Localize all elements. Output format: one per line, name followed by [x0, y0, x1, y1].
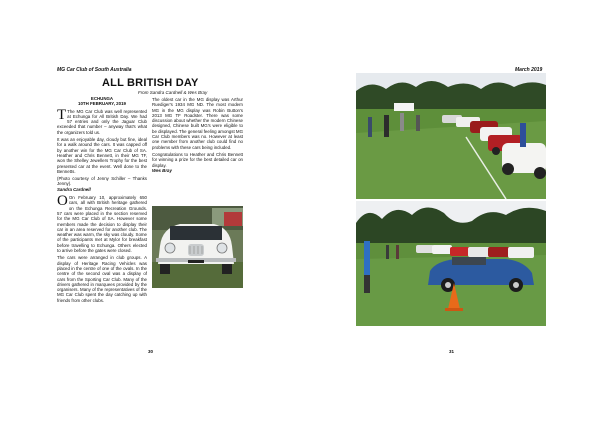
- club-header: MG Car Club of South Australia: [57, 67, 132, 73]
- left-column: [57, 96, 147, 305]
- section-heading: ECHUNGA: [90, 96, 114, 101]
- paragraph: The cars were arranged in club groups. A display of Heritage Racing Vehicles was placed in the centre of one of the ovals. In the centre of the second oval was a display of cars from the Sporting Car Club. Many of the drivers gathered in marquees provided by the organisers. Many of the representatives of the MG Car Club spent the day catching up with friends from other clubs.: [57, 255, 147, 303]
- photo-car-display-row: [356, 73, 546, 199]
- paragraph: [57, 195, 147, 253]
- photo-blue-mg-display: [356, 201, 546, 326]
- paragraph-text: On February 10, approximately 650 cars, all with British heritage gathered on the Echunga Recreation Grounds. 57 cars were placed in the section reserved for the MG Car Club of SA. However some members made the decision to display their car in an area reserved for another club. The weather was warm, the sky was cloudy. Some of the participants met at Mylor for breakfast before travelling to Echunga. Others elected to arrive before the gates were closed.: [57, 195, 147, 254]
- page-number: 30: [148, 349, 154, 354]
- author-signature: Wes Bray: [152, 167, 172, 173]
- article-title: ALL BRITISH DAY: [102, 77, 199, 89]
- author-signature: Sandra Cardnell: [57, 186, 91, 192]
- article-byline: From Sandra Cardnell & Wes Bray: [138, 90, 208, 95]
- paragraph: The oldest car in the MG display was Arthur Ruediger's 1934 MG ND. The most modern MG in the MG display was Robin Button's 2013 MG TF Roadster. There was some discussion about whether the modern Chinese designed, Chinese built MG's were eligible to be displayed. The general feeling amongst MG Car Club members was no. However at least one member from another club could find no problems with these cars being included.: [152, 97, 243, 150]
- drop-cap: T: [57, 106, 67, 123]
- paragraph: [57, 106, 147, 135]
- drop-cap: O: [57, 193, 68, 210]
- date-heading: 10TH FEBRUARY, 2019: [78, 101, 126, 107]
- paragraph-text: The MG Car Club was well represented at Echunga for All British Day. We had 57 entries and only the Jaguar Club exceeded that number – anyway that's what the organizers told us.: [57, 108, 147, 135]
- right-column: [152, 97, 243, 175]
- paragraph: Congratulations to Heather and Chris Bennett for winning a prize for the best detailed car on display.: [152, 151, 243, 168]
- issue-date-header: March 2019: [515, 67, 543, 73]
- page-number: 31: [449, 349, 455, 354]
- paragraph: It was an enjoyable day, cloudy but fine, ideal for a walk around the cars. It was capped off by another win for the MG Car Club of SA. Heather and Chris Bennett, in their MG TF, won the Shelley Jewellers Trophy for the best presented car at the event. Well done to the Bennetts.: [57, 137, 147, 174]
- photo-white-mg-sedan: [152, 206, 243, 288]
- photo-credit: (Photo courtesy of Jenny Schiller – Thanks Jenny).: [57, 176, 147, 187]
